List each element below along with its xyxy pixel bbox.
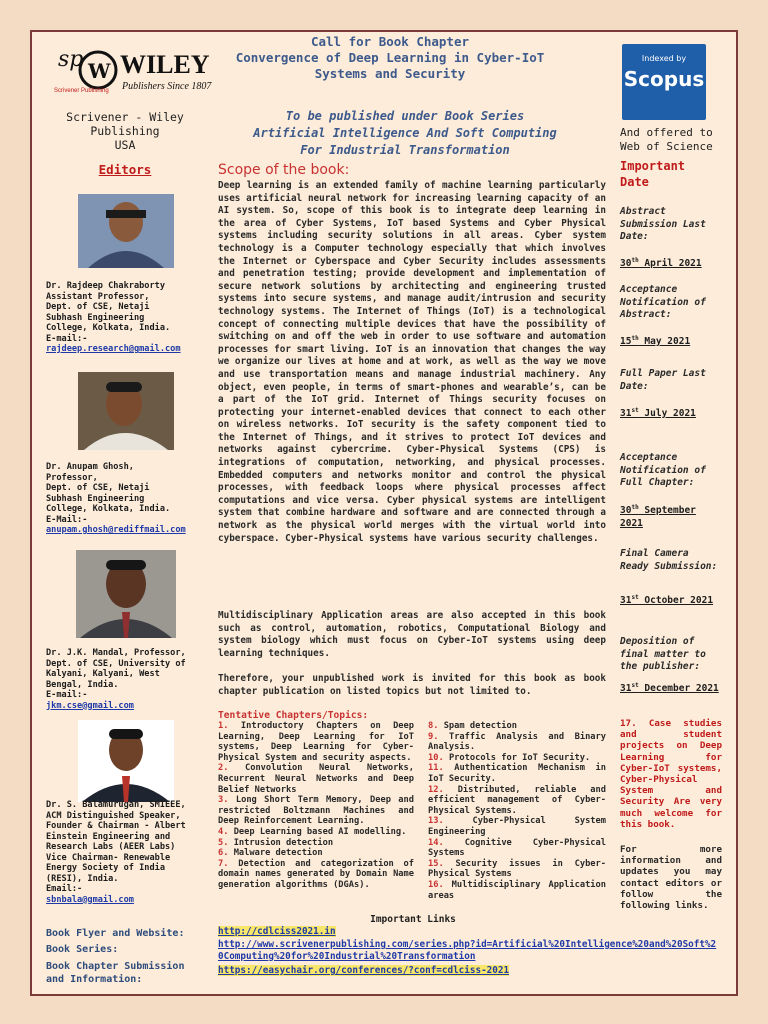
editor-line: (RESI), India. [46,873,119,884]
editor-line: Vice Chairman- Renewable [46,852,171,863]
date-label: Acceptance Notification of Full Chapter: [620,452,706,488]
scopus-name: Scopus [623,67,705,91]
editor-line: E-Mail:- [46,514,88,525]
svg-text:sp: sp [58,47,84,72]
topic-item: 1. Introductory Chapters on Deep Learning, Deep Learning for IoT systems, Deep Learning for Cyber-Physical System and security aspects. [218,721,414,763]
date-label: Deposition of final matter to the publisher: [620,636,706,672]
editor-photo [78,194,174,268]
scopus-indexed-text: Indexed by [641,54,687,63]
scope-paragraph-multidisciplinary: Multidisciplinary Application areas are also accepted in this book such as control, automation, robotics, Computational Biology and system biology which must focus on Cyber-IoT systems using deep learning techniques. [218,610,606,659]
date-value: 31st December 2021 [620,682,719,695]
editor-email-link[interactable]: sbnbala@gmail.com [46,894,134,905]
editor-line: Founder & Chairman - Albert [46,821,186,831]
call-title: Call for Book Chapter [310,34,470,49]
date-value: 30th September 2021 [620,504,696,529]
publisher-line1: Scrivener - Wiley [66,110,184,124]
series-link[interactable]: http://www.scrivenerpublishing.com/series.php?id=Artificial%20Intelligence%20and%20Soft%20Computing%20for%20Industrial%20Transformation [218,939,717,962]
editor-line: ACM Distinguished Speaker, [46,810,181,821]
scope-paragraph: Deep learning is an extended family of machine learning particularly uses artificial neural network for increasing learning capacity of an AI system. So, scope of this book is to integrate deep learning in the area of Cyber Systems, IoT based Systems and Cyber Physical systems including security solutions in all areas. Cyber system technology is a Computer technology especially that which involves the Internet or Cyberspace and Cyber Security includes assessments and penetration testing; provide development and implementation of secure network solutions by architecting and engineering trusted systems into secure systems, and manage audit/intrusion and security technology systems. The Internet of Things (IoT) is a technological concept of connecting multiple devices that have the possibility of switching on and off the web in order to use software and automation processes for smart living. IoT is an innovation that changes the way we organize our lives at home and at work, as well as the way we move and use transportation means and manage industrial machinery. Any object, even people, in terms of smart-phones and wearable’s, can be a part of the IoT grid. Internet of Things security focuses on protecting your internet-enabled devices that connect to each other on wireless networks. IoT security is the safety component tied to the Internet of Things, and it strives to protect IoT devices and networks against cybercrime. Cyber-Physical Systems (CPS) is integrations of computation, networking, and physical processes. Embedded computers and networks monitor and control the physical processes, with feedback loops where physical processes affect computations and vice versa. Cyber physical systems are intelligent system that combine hardware and software and are connected through a network as the physical world merges with the virtual world into cyberspace. Cyber-Physical systems have various security challenges. [218,180,606,544]
topic-item: 15. Security issues in Cyber-Physical Systems [428,858,606,880]
call-header [190,34,590,82]
editor-line: Professor, [46,472,98,483]
editor-name: Dr. Anupam Ghosh, [46,462,134,472]
editor-details [46,281,206,355]
editor-details [46,462,206,536]
series-heading [215,108,595,159]
editor-line: E-mail:- [46,333,88,344]
topic-item: 2. Convolution Neural Networks, Recurrent Neural Networks and Deep Belief Networks [218,763,414,795]
submission-label: Book Chapter Submission and Information: [46,961,185,985]
editor-email-link[interactable]: anupam.ghosh@rediffmail.com [46,525,186,535]
scope-heading: Scope of the book: [218,162,350,178]
editor-email-link[interactable]: rajdeep.research@gmail.com [46,344,181,354]
editor-line: Einstein Engineering and [46,831,171,842]
editor-photo [76,550,172,638]
editor-line: Dept. of CSE, Netaji [46,483,150,493]
editor-email-link[interactable]: jkm.cse@gmail.com [46,700,134,711]
svg-text:Publishers Since 1807: Publishers Since 1807 [122,81,212,92]
publisher-info [50,110,200,152]
topic-item: 8. Spam detection [428,721,517,731]
topic-item: 6. Malware detection [218,848,323,859]
topic-item: 7. Detection and categorization of domain names generated by Domain Name generation algorithms (DGAs). [218,858,415,890]
date-label: Abstract Submission Last Date: [620,206,706,242]
wiley-logo [52,40,212,96]
editor-line: College, Kolkata, India. [46,504,171,514]
web-of-science-note [620,126,724,154]
editor-line: College, Kolkata, India. [46,323,171,333]
date-label: Acceptance Notification of Abstract: [620,284,706,320]
topic-item: 13. Cyber-Physical System Engineering [428,816,606,837]
date-label: Full Paper Last Date: [620,368,706,392]
editor-line: Energy Society of India [46,863,165,873]
series-line2: Artificial Intelligence And Soft Computing [253,126,557,140]
editor-details [46,648,206,711]
topic-item: 4. Deep Learning based AI modelling. [218,826,407,837]
date-value: 31st October 2021 [620,594,714,607]
editor-photo [78,372,174,450]
editor-line: Email:- [46,884,83,894]
scope-paragraph-invitation: Therefore, your unpublished work is invited for this book as book chapter publication on listed topics but not limited to. [218,673,606,697]
date-value: 30th April 2021 [620,257,702,270]
book-title-line2: Systems and Security [314,66,466,81]
topic-item: 9. Traffic Analysis and Binary Analysis. [428,731,606,753]
series-line3: For Industrial Transformation [300,143,510,157]
important-dates-heading: Important Date [620,159,686,189]
series-line1: To be published under Book Series [285,109,525,123]
scopus-logo [622,44,706,120]
contact-note: For more information and updates you may contact editors or follow the following links. [620,844,722,912]
svg-text:Scrivener Publishing: Scrivener Publishing [54,88,109,94]
topic-item: 16. Multidisciplinary Application areas [428,879,606,901]
web-line1: And offered to [620,126,713,139]
topics-right-column [428,721,606,901]
editors-heading: Editors [98,162,152,177]
topic-item: 11. Authentication Mechanism in IoT Security. [428,763,606,784]
flyer-label: Book Flyer and Website: [46,928,185,939]
date-value: 31st July 2021 [620,407,696,420]
book-title-line1: Convergence of Deep Learning in Cyber-IoT [235,50,545,65]
svg-text:W: W [88,59,111,83]
editor-line: Bengal, India. [46,679,119,690]
editor-line: Subhash Engineering [46,312,145,323]
editor-photo [78,720,174,802]
important-links-heading: Important Links [370,914,456,925]
case-studies-note: 17. Case studies and student projects on Deep Learning for Cyber-IoT systems, Cyber-Physical System and Security Are very much welcome for this book. [620,718,722,830]
editor-details [46,800,206,905]
editor-name: Dr. Rajdeep Chakraborty [46,281,165,291]
web-line2: Web of Science [620,140,713,153]
publisher-line2: Publishing [90,124,160,138]
topics-left-column [218,721,414,891]
editor-line: Dept. of CSE, Netaji [46,302,150,312]
topic-item: 14. Cognitive Cyber-Physical Systems [428,837,606,859]
topic-item: 10. Protocols for IoT Security. [428,752,591,763]
editor-line: Research Labs (AEER Labs) [46,842,176,852]
editor-name: Dr. J.K. Mandal, Professor, [46,648,186,658]
wiley-logo-text: WILEY [120,50,210,79]
date-value: 15th May 2021 [620,335,691,348]
topics-heading: Tentative Chapters/Topics: [218,710,369,721]
editor-line: Subhash Engineering [46,493,145,504]
series-label: Book Series: [46,944,119,955]
editor-line: E-mail:- [46,690,88,700]
editor-line: Dept. of CSE, University of [46,658,186,669]
editor-name: Dr. S. Balamurugan, SMIEEE, [46,800,186,810]
submission-link[interactable]: https://easychair.org/conferences/?conf=cdlciss-2021 [218,965,510,976]
topic-item: 12. Distributed, reliable and efficient management of Cyber-Physical Systems. [428,784,606,816]
topic-item: 3. Long Short Term Memory, Deep and restricted Boltzmann Machines and Deep Reinforcement Learning. [218,795,414,827]
editor-line: Kalyani, Kalyani, West [46,669,160,679]
flyer-link[interactable]: http://cdlciss2021.in [218,926,336,937]
topic-item: 5. Intrusion detection [218,837,334,848]
editor-line: Assistant Professor, [46,291,150,302]
publisher-line3: USA [114,138,136,152]
date-label: Final Camera Ready Submission: [620,548,718,572]
